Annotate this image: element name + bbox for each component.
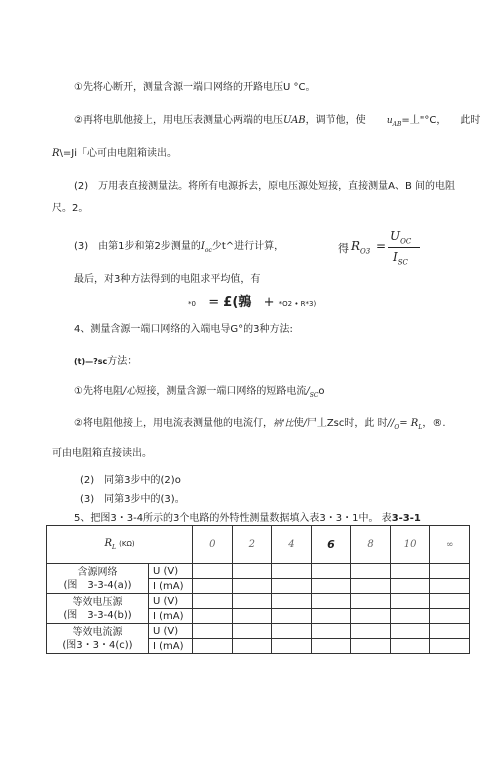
formula-lhs-sub: O3 [360, 247, 371, 256]
unit-cell: I (mA) [149, 639, 193, 654]
step-text: 可由电阻箱直接读出。 [52, 448, 152, 459]
step-text: 使 [293, 418, 304, 429]
row-label [47, 594, 149, 624]
data-cell[interactable] [390, 579, 430, 594]
data-cell[interactable] [311, 624, 351, 639]
step-half-voltage [74, 114, 480, 132]
data-cell[interactable] [311, 579, 351, 594]
eq-left: *0 [188, 300, 196, 308]
symbol-adjust: 衲'比 [272, 419, 294, 429]
data-cell[interactable] [193, 564, 233, 579]
row-name: 等效电压源 [72, 596, 123, 608]
data-cell[interactable] [272, 624, 312, 639]
header-r-sub: L [111, 544, 116, 551]
symbol-r: // [387, 418, 395, 429]
table-col-header: 8 [351, 526, 391, 564]
step-text: 短接，测量含源一端口网络的短路电流 [136, 386, 307, 397]
table-col-header: 4 [272, 526, 312, 564]
data-cell[interactable] [311, 594, 351, 609]
step-text: 最后，对3种方法得到的电阻求平均值，有 [74, 274, 261, 285]
unit-cell: U (V) [149, 594, 193, 609]
unit-cell: U (V) [149, 564, 193, 579]
data-cell[interactable] [232, 609, 272, 624]
data-cell[interactable] [430, 594, 470, 609]
symbol-i: I [200, 241, 205, 252]
row-fig: (图 3-3-4(b)) [63, 609, 132, 621]
symbol-i: / [303, 418, 307, 429]
formula-num-sub: OC [400, 237, 412, 246]
data-table [46, 525, 470, 654]
step-text: 少t^进行计算， [211, 241, 285, 252]
method-label: (t)—?sc [74, 357, 108, 366]
step-text: 尺。2。 [52, 203, 89, 214]
data-cell[interactable] [390, 594, 430, 609]
row-name: 等效电流源 [72, 626, 123, 638]
data-cell[interactable] [232, 579, 272, 594]
row-label [47, 564, 149, 594]
eq-right: *O2 • R*3) [278, 300, 317, 308]
step-text: ①先将电阻 [74, 386, 123, 397]
data-cell[interactable] [232, 594, 272, 609]
formula-lead: 得 [338, 242, 349, 255]
table-col-header: 2 [232, 526, 272, 564]
symbol-uab: UAB [282, 115, 306, 126]
step-average [74, 273, 260, 287]
symbol-sub: O [394, 424, 400, 431]
step-short-circuit [74, 385, 325, 403]
data-cell[interactable] [430, 624, 470, 639]
formula-num: U [390, 229, 401, 243]
data-cell[interactable] [351, 594, 391, 609]
step-text: o [318, 386, 325, 397]
symbol-r: R [52, 148, 60, 159]
unit-cell: I (mA) [149, 579, 193, 594]
step-text: ，®. [422, 418, 446, 429]
data-cell[interactable] [311, 564, 351, 579]
formula-ro3 [338, 231, 418, 269]
symbol-u: u [386, 116, 393, 126]
step-text: 5、把图3・3-4所示的3个电路的外特性测量数据填入表3・3・1中。 表 [74, 513, 392, 524]
symbol-sub: oc [204, 247, 212, 254]
unit-cell: I (mA) [149, 609, 193, 624]
row-label [47, 624, 149, 654]
data-cell[interactable] [351, 639, 391, 654]
table-header-label [47, 526, 193, 564]
step-text: ①先将心断开，测量含源一端口网络的开路电压U °C。 [74, 82, 316, 93]
table-col-header: 10 [390, 526, 430, 564]
data-cell[interactable] [390, 639, 430, 654]
symbol-sub: SC [309, 392, 319, 399]
data-cell[interactable] [430, 564, 470, 579]
table-row [47, 564, 470, 579]
table-row [47, 624, 470, 639]
eq-mid: £(鶉 [223, 295, 252, 310]
row-name: 含源网络 [77, 566, 118, 578]
symbol-i: / [306, 386, 310, 397]
table-col-header: 0 [193, 526, 233, 564]
data-cell[interactable] [272, 579, 312, 594]
section-4-heading [74, 323, 293, 337]
table-col-header: 6 [311, 526, 351, 564]
data-cell[interactable] [193, 579, 233, 594]
step-text: 尸丄Zsc时，此 时 [306, 418, 388, 429]
method-heading [74, 355, 137, 369]
eq-sign: = [208, 295, 220, 310]
data-cell[interactable] [351, 609, 391, 624]
data-cell[interactable] [390, 609, 430, 624]
step-half-current-cont [52, 447, 152, 461]
row-fig: (图3・3・4(c)) [62, 639, 133, 651]
formula-eq: = [376, 239, 387, 253]
data-cell[interactable] [193, 639, 233, 654]
table-row [47, 594, 470, 609]
symbol-rl: = R [399, 418, 419, 429]
data-cell[interactable] [351, 579, 391, 594]
data-cell[interactable] [193, 609, 233, 624]
data-cell[interactable] [390, 564, 430, 579]
step-half-voltage-cont [52, 147, 177, 161]
data-cell[interactable] [430, 579, 470, 594]
table-number: 3-3-1 [391, 513, 421, 524]
symbol-sub: L [418, 424, 423, 431]
step-ohmmeter [74, 180, 455, 194]
data-cell[interactable] [390, 624, 430, 639]
formula-den: I [393, 250, 398, 264]
symbol-rl: /心 [122, 386, 137, 397]
table-header-row [47, 526, 470, 564]
data-cell[interactable] [430, 639, 470, 654]
formula-lhs: R [351, 239, 361, 253]
step-ohmmeter-cont [52, 202, 88, 216]
step-open-circuit [74, 81, 315, 95]
step-text: ②将电阻他接上，用电流表测量他的电流仃， [74, 418, 273, 429]
step-text: ，调节他，使 [305, 115, 366, 126]
step-text: 方法： [107, 356, 138, 367]
row-fig: (图 3-3-4(a)) [63, 579, 132, 591]
unit-cell: U (V) [149, 624, 193, 639]
step-text: (2) 同第3步中的(2)o [80, 475, 181, 486]
step-text: 此时 [460, 115, 481, 126]
data-cell[interactable] [232, 624, 272, 639]
data-cell[interactable] [311, 609, 351, 624]
step-text: \=Ji「心可由电阻箱读出。 [59, 148, 178, 159]
data-cell[interactable] [232, 639, 272, 654]
step-text: 4、测量含源一端口网络的入端电导G°的3种方法: [74, 324, 293, 335]
data-cell[interactable] [430, 609, 470, 624]
header-r: R [104, 538, 112, 549]
data-cell[interactable] [193, 624, 233, 639]
fraction-bar [388, 247, 420, 248]
data-cell[interactable] [351, 624, 391, 639]
step-half-current [74, 417, 446, 435]
eq-plus: + [263, 295, 275, 310]
step-calc [74, 240, 284, 258]
step-same-3 [80, 493, 185, 507]
table-col-header: ∞ [430, 526, 470, 564]
data-cell[interactable] [272, 564, 312, 579]
symbol-sub: AB [392, 121, 402, 128]
data-cell[interactable] [311, 639, 351, 654]
step-text: (3) 同第3步中的(3)。 [80, 494, 185, 505]
step-text: (3) 由第1步和第2步测量的 [74, 241, 201, 252]
data-cell[interactable] [193, 594, 233, 609]
formula-average [188, 294, 316, 313]
section-5-heading [74, 512, 421, 526]
step-text: =丄"°C， [401, 115, 447, 126]
data-cell[interactable] [351, 564, 391, 579]
data-cell[interactable] [272, 609, 312, 624]
formula-den-sub: SC [397, 258, 408, 267]
step-same-2 [80, 474, 181, 488]
step-text: (2) 万用表直接测量法。将所有电源拆去，原电压源处短接，直接测量A、B 间的电阻 [74, 181, 456, 192]
data-cell[interactable] [232, 564, 272, 579]
data-cell[interactable] [272, 594, 312, 609]
data-cell[interactable] [272, 639, 312, 654]
step-text: ②再将电肌他接上，用电压表测量心两端的电压 [74, 115, 283, 126]
header-unit: (KΩ) [119, 540, 135, 548]
